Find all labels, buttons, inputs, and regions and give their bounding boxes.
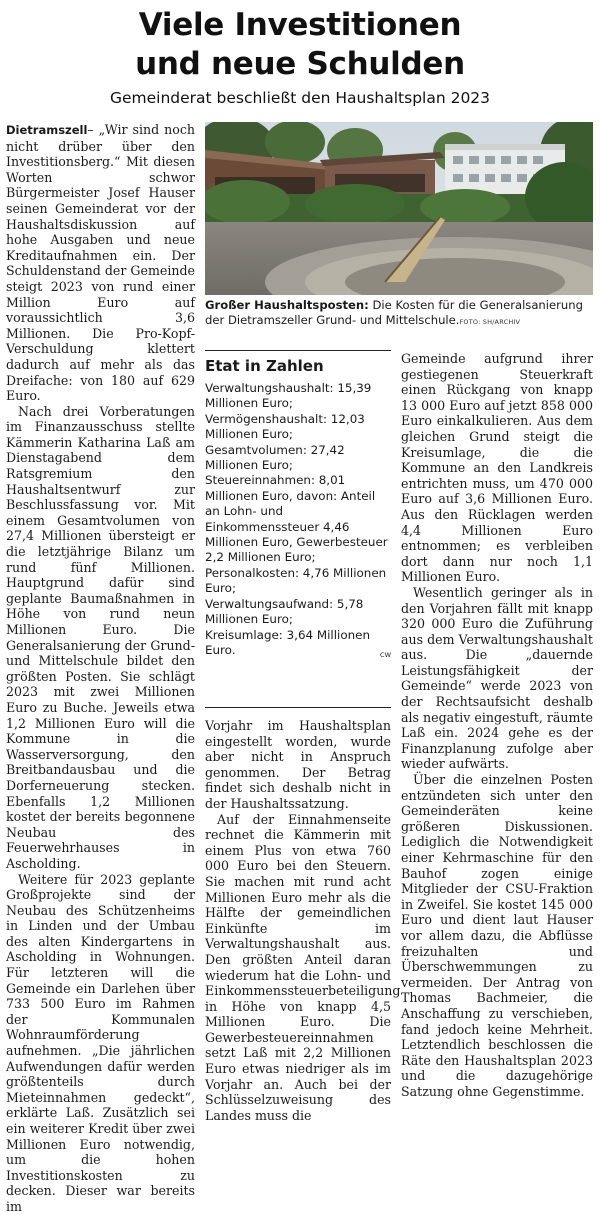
box-item: Personalkosten: 4,76 Millionen Euro; bbox=[205, 565, 387, 596]
photo-caption bbox=[205, 298, 595, 330]
article-column-2 bbox=[205, 718, 401, 1123]
box-item: Steuereinnahmen: 8,01 Millionen Euro, davon: Anteil an Lohn- und Einkommenssteuer 4,46 Millionen Euro, Gewerbesteuer 2,2 Millionen Euro; bbox=[205, 473, 388, 565]
box-bottom-rule bbox=[205, 707, 391, 708]
box-author: CW bbox=[380, 651, 391, 660]
caption-bold: Großer Haushaltsposten: bbox=[205, 298, 369, 312]
paragraph: Auf der Einnahmenseite rechnet die Kämmerin mit einem Plus von etwa 760 000 Euro bei den Steuern. Sie machen mit rund acht Millionen Euro mehr als die Hälfte der gemeindlichen Einkünfte im Verwaltungshaushalt aus. Den größten Anteil daran wiederum hat die Lohn- und Einkommenssteuerbeteiligung in Höhe von knapp 4,5 Millionen Euro. Die Gewerbesteuereinnahmen setzt Laß mit 2,2 Millionen Euro etwas niedriger als im Vorjahr an. Auch bei der Schlüsselzuweisung des Landes muss die bbox=[205, 811, 401, 1123]
box-item: Gesamtvolumen: 27,42 Millionen Euro; bbox=[205, 442, 345, 473]
school-photo bbox=[205, 122, 593, 295]
box-item: Kreisumlage: 3,64 Millionen Euro. bbox=[205, 627, 370, 657]
subheadline: Gemeinderat beschließt den Haushaltsplan 2023 bbox=[109, 89, 491, 107]
dateline: Dietramszell bbox=[6, 123, 88, 137]
photo-credit: FOTO: SH/ARCHIV bbox=[459, 318, 521, 326]
caption-text: Die Kosten für die Generalsanierung der Dietramszeller Grund- und Mittelschule. bbox=[205, 298, 583, 327]
article-column-3 bbox=[401, 351, 593, 1100]
box-title: Etat in Zahlen bbox=[205, 357, 324, 375]
box-item: Verwaltungsaufwand: 5,78 Millionen Euro; bbox=[205, 596, 364, 627]
headline-line-2: und neue Schulden bbox=[135, 46, 465, 82]
paragraph bbox=[6, 122, 195, 404]
paragraph: Über die einzelnen Posten entzündeten sich unter den Gemeinderäten keine größeren Diskussionen. Lediglich die Notwendigkeit einer Kehrmaschine für den Bauhof zogen einige Mitglieder der CSU-Fraktion in Zweifel. Sie kostet 145 000 Euro und dient laut Hauser vor allem dazu, die Abflüsse freizuhalten und Überschwemmungen zu vermeiden. Der Antrag von Thomas Bachmeier, die Anschaffung zu verschieben, fand jedoch keine Mehrheit. Letztendlich beschlossen die Räte den Haushaltsplan 2023 und die dazugehörige Satzung ohne Gegenstimme. bbox=[401, 772, 593, 1099]
etat-box bbox=[205, 357, 391, 659]
paragraph-text: – „Wir sind noch nicht drüber über den Investitionsberg.“ Mit diesen Worten schwor Bürgermeister Josef Hauser seinen Gemeinderat vor der Haushaltsdiskussion auf hohe Ausgaben und neue Kreditaufnahmen ein. Der Schuldenstand der Gemeinde steigt 2023 von rund einer Million Euro auf voraussichtlich 3,6 Millionen. Die Pro-Kopf-Verschuldung klettert dadurch auf mehr als das Dreifache: von 180 auf 629 Euro. bbox=[6, 122, 195, 404]
paragraph: Weitere für 2023 geplante Großprojekte sind der Neubau des Schützenheims in Linden und der Umbau des alten Kindergartens in Ascholding in Wohnungen. Für letzteren will die Gemeinde ein Darlehen über 733 500 Euro im Rahmen der Kommunalen Wohnraumförderung aufnehmen. „Die jährlichen Aufwendungen dafür werden größtenteils durch Mieteinnahmen gedeckt“, erklärte Laß. Zusätzlich sei ein weiterer Kredit über zwei Millionen Euro notwendig, um die hohen Investitionskosten zu decken. Dieser war bereits im bbox=[6, 871, 195, 1214]
box-top-rule bbox=[205, 350, 391, 351]
box-item: Verwaltungshaushalt: 15,39 Millionen Euro; bbox=[205, 381, 372, 411]
paragraph: Wesentlich geringer als in den Vorjahren fällt mit knapp 320 000 Euro die Zuführung aus dem Verwaltungshaushalt aus. Die „dauernde Leistungsfähigkeit der Gemeinde“ werde 2023 von der Rechtsaufsicht deshalb als negativ eingestuft, räumte Laß ein. 2024 gehe es der Finanzplanung zufolge aber wieder aufwärts. bbox=[401, 584, 593, 772]
box-item: Vermögenshaushalt: 12,03 Millionen Euro; bbox=[205, 411, 365, 442]
paragraph: Gemeinde aufgrund ihrer gestiegenen Steuerkraft einen Rückgang von knapp 13 000 Euro auf jetzt 858 000 Euro einkalkulieren. Aus dem gleichen Grund steigt die Kreisumlage, die die Kommune an den Landkreis entrichten muss, um 470 000 Euro auf 3,6 Millionen Euro. Aus den Rücklagen werden 4,4 Millionen Euro entnommen; es verbleiben dort dann nur noch 1,1 Millionen Euro. bbox=[401, 351, 593, 585]
paragraph: Nach drei Vorberatungen im Finanzausschuss stellte Kämmerin Katharina Laß am Dienstagabend dem Ratsgremium den Haushaltsentwurf zur Beschlussfassung vor. Mit einem Gesamtvolumen von 27,4 Millionen übersteigt er die letztjährige Bilanz um rund fünf Millionen. Hauptgrund dafür sind geplante Baumaßnahmen in Höhe von rund neun Millionen Euro. Die Generalsanierung der Grund- und Mittelschule bildet den größten Posten. Sie schlägt 2023 mit zwei Millionen Euro zu Buche. Jeweils etwa 1,2 Millionen Euro will die Kommune in die Wasserversorgung, den Breitbandausbau und die Dorferneuerung stecken. Ebenfalls 1,2 Millionen kostet der bereits begonnene Neubau des Feuerwehrhauses in Ascholding. bbox=[6, 403, 195, 871]
headline bbox=[0, 6, 600, 84]
paragraph: Vorjahr im Haushaltsplan eingestellt worden, wurde aber nicht in Anspruch genommen. Der Betrag findet sich deshalb nicht in der Haushaltssatzung. bbox=[205, 718, 391, 811]
headline-line-1: Viele Investitionen bbox=[138, 7, 462, 43]
article-column-1 bbox=[6, 122, 195, 1215]
